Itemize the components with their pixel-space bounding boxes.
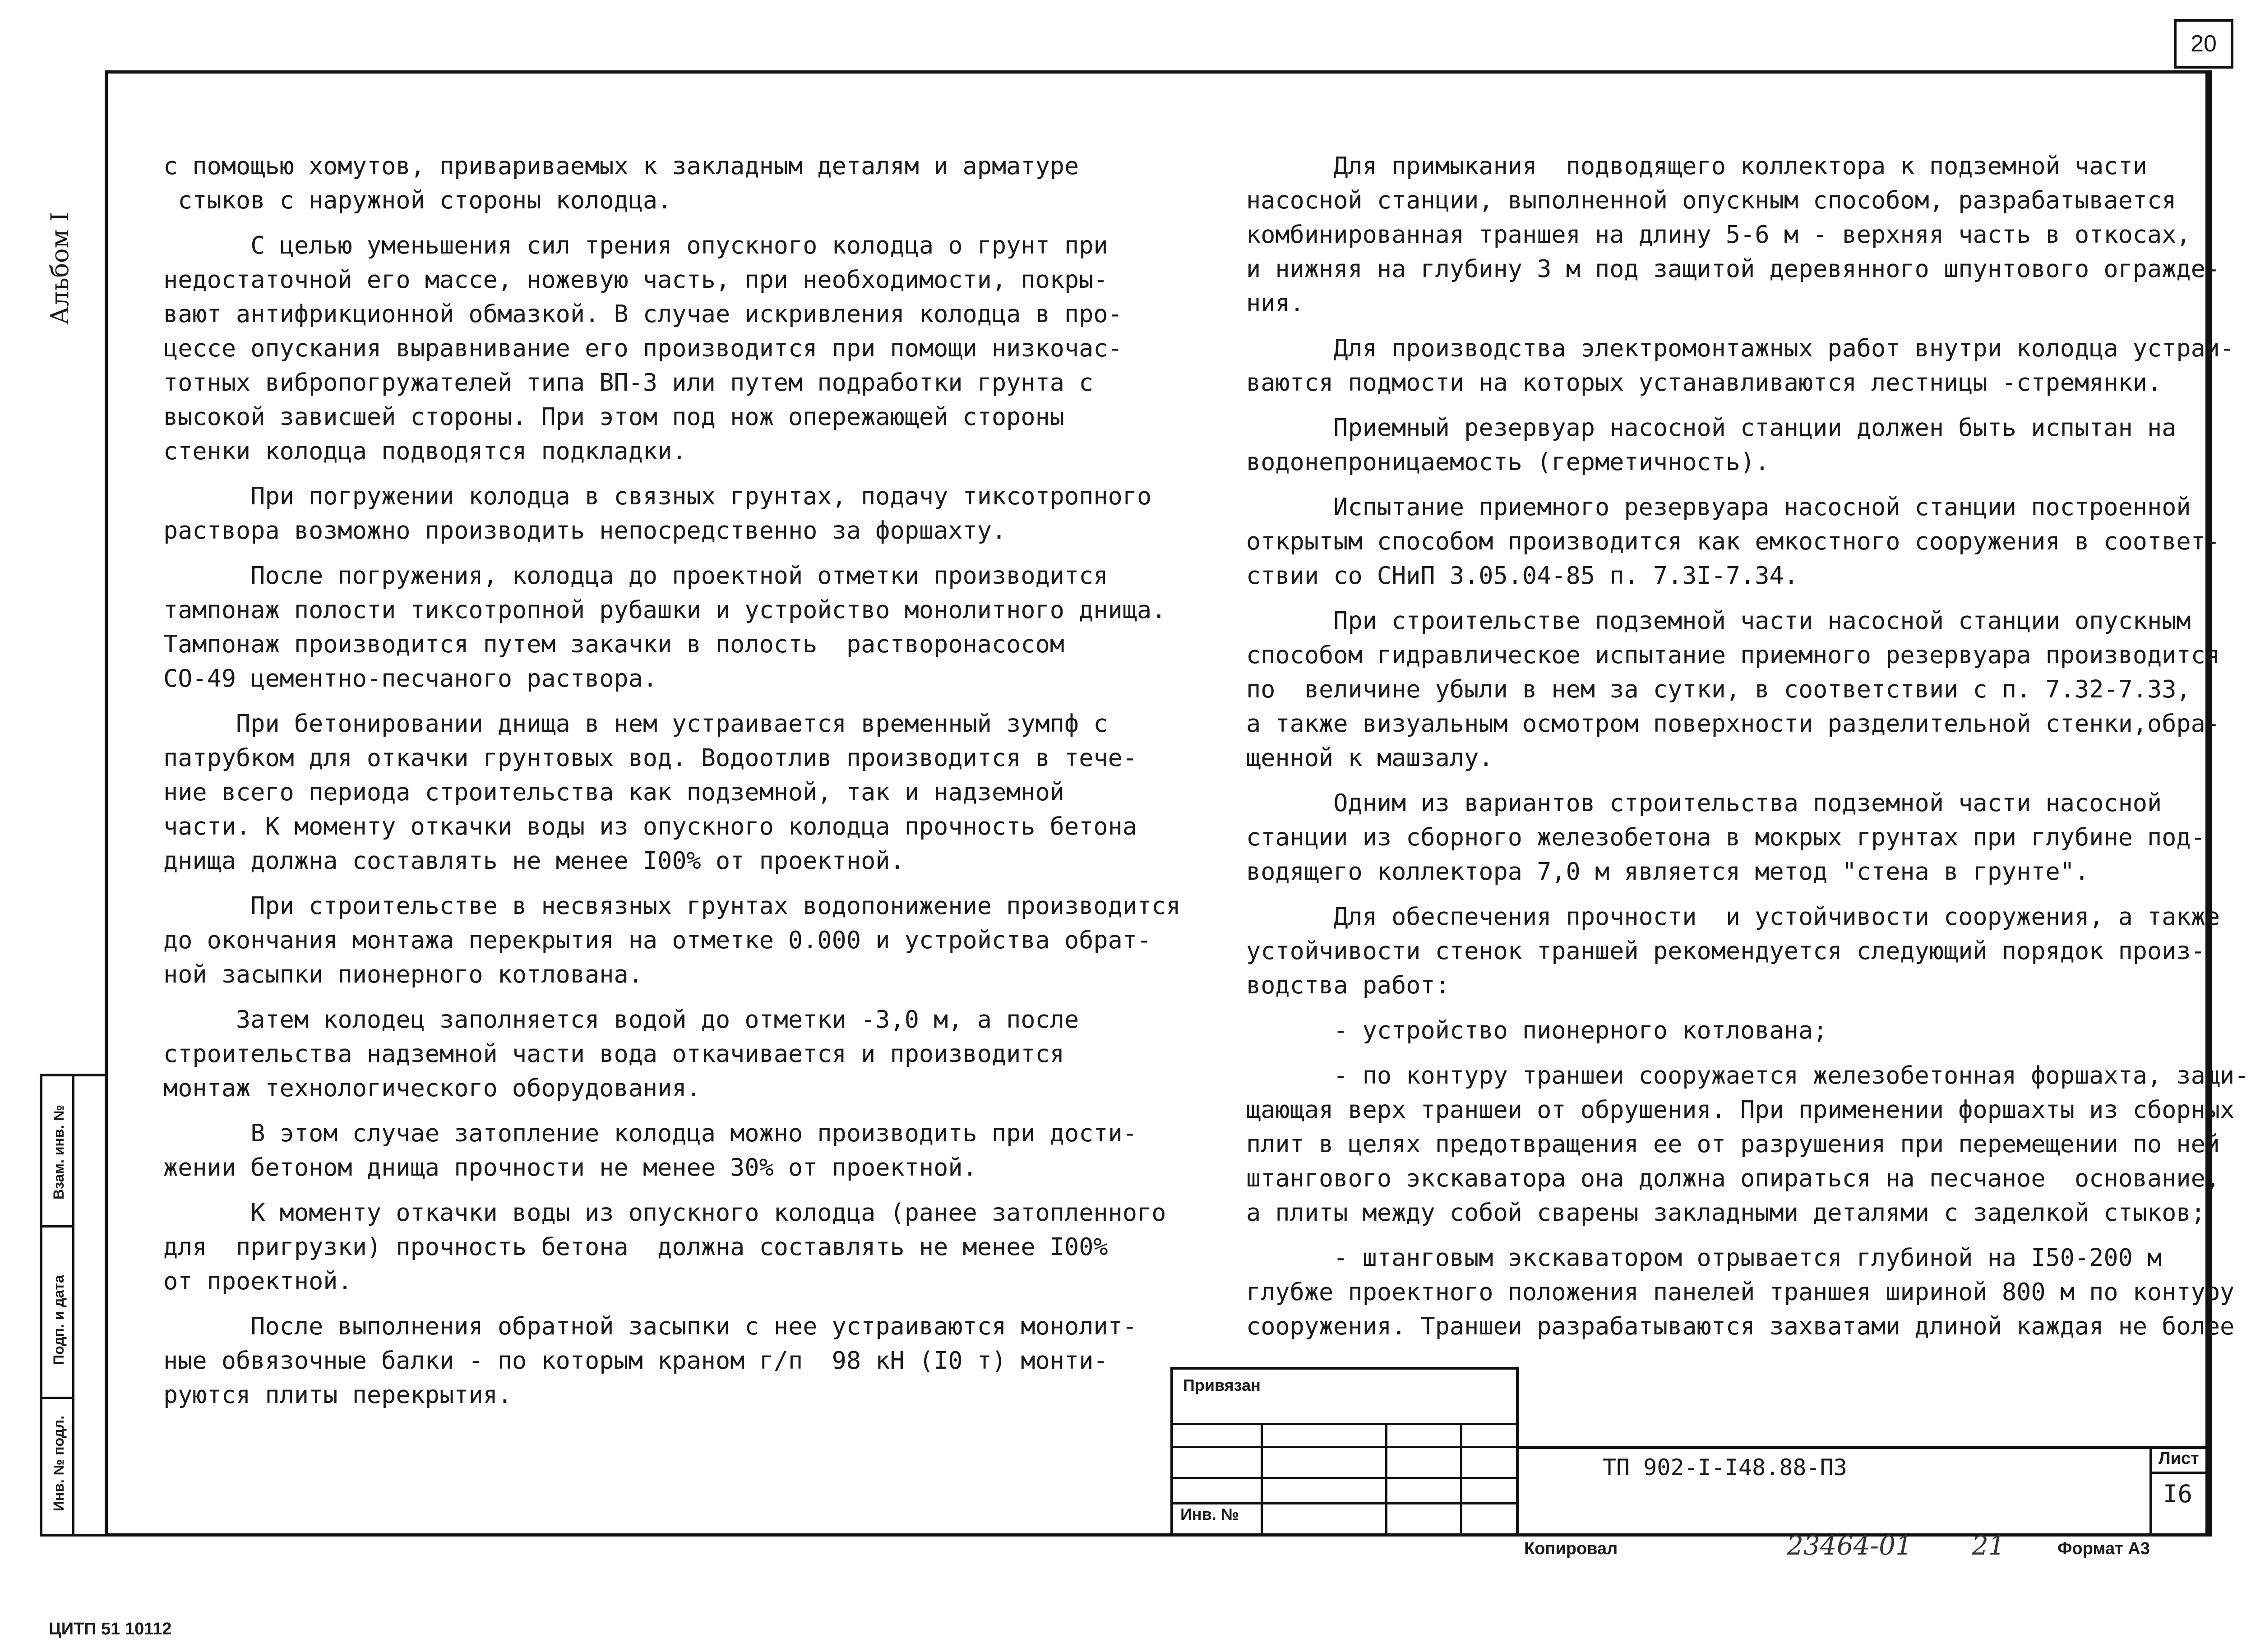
- format-label: Формат А3: [2057, 1539, 2150, 1558]
- paragraph: При строительстве в несвязных грунтах водопонижение производится до окончания монтажа перекрытия на отметке 0.000 и устройства обрат- ной засыпки пионерного котлована.: [163, 891, 1181, 988]
- side-stamp: [40, 1074, 105, 1537]
- side-stamp-row-divider: [42, 1225, 72, 1227]
- tb-line: [1518, 1446, 2212, 1449]
- left-text-column: [163, 149, 1181, 1423]
- tb-line: [1170, 1423, 1518, 1425]
- paragraph: Для примыкания подводящего коллектора к подземной части насосной станции, выполненной опускным способом, разрабатывается комбинированная траншея на длину 5-6 м - верхняя часть в откосах, и нижняя на глубину 3 м под защитой деревянного шпунтового огражде- ния.: [1246, 152, 2220, 317]
- side-stamp-divider: [72, 1076, 74, 1534]
- paragraph: Одним из вариантов строительства подземной части насосной станции из сборного железобетона в мокрых грунтах при глубине под- водящего коллектора 7,0 м является метод "стена в грунте".: [1246, 789, 2205, 886]
- kopiroval-label: Копировал: [1524, 1539, 1618, 1558]
- tb-line: [1261, 1423, 1263, 1534]
- sheet-value: I6: [2163, 1480, 2193, 1508]
- tb-line: [1170, 1446, 1518, 1448]
- paragraph: При погружении колодца в связных грунтах, подачу тиксотропного раствора возможно производить непосредственно за форшахту.: [163, 482, 1152, 545]
- paragraph: После выполнения обратной засыпки с нее устраиваются монолит- ные обвязочные балки - по которым краном г/п 98 кН (I0 т) монти- руются плиты перекрытия.: [163, 1312, 1137, 1409]
- tb-line: [1170, 1502, 1518, 1504]
- side-stamp-inv-podl: Инв. № подл.: [51, 1415, 67, 1512]
- privyazan-label: Привязан: [1183, 1376, 1261, 1394]
- print-mark: ЦИТП 51 10112: [49, 1620, 172, 1638]
- paragraph: Для обеспечения прочности и устойчивости сооружения, а также устойчивости стенок траншей рекомендуется следующий порядок произ- водства работ:: [1246, 902, 2220, 999]
- copy-page: 21: [1972, 1530, 2005, 1561]
- paragraph: К моменту откачки воды из опускного колодца (ранее затопленного для пригрузки) прочность бетона должна составлять не менее I00% от проектной.: [163, 1198, 1166, 1295]
- tb-line: [1385, 1423, 1387, 1534]
- copy-number: 23464-01: [1787, 1530, 1912, 1561]
- paragraph: Затем колодец заполняется водой до отметки -3,0 м, а после строительства надземной части вода откачивается и производится монтаж технологического оборудования.: [163, 1005, 1079, 1102]
- right-text-column: [1246, 149, 2249, 1354]
- paragraph: При бетонировании днища в нем устраивается временный зумпф с патрубком для откачки грунтовых вод. Водоотлив производится в тече- ние всего периода строительства как подземной, так и надземной части. К моменту откачки воды из опускного колодца прочность бетона днища должна составлять не менее I00% от проектной.: [163, 709, 1137, 875]
- paragraph: Для производства электромонтажных работ внутри колодца устраи- ваются подмости на которых устанавливаются лестницы -стремянки.: [1246, 334, 2235, 397]
- side-stamp-vzam-inv: Взам. инв. №: [51, 1105, 67, 1200]
- tb-line: [1516, 1367, 1519, 1534]
- side-stamp-podp-data: Подп. и дата: [51, 1275, 67, 1365]
- document-code: ТП 902-I-I48.88-ПЗ: [1603, 1454, 1847, 1481]
- paragraph: С целью уменьшения сил трения опускного колодца о грунт при недостаточной его массе, ножевую часть, при необходимости, покры- вают антифрикционной обмазкой. В случае искривления колодца в про- цессе опускания выравнивание его производится при помощи низкочас- тотных вибропогружателей типа ВП-3 или путем подработки грунта с высокой зависшей стороны. При этом под нож опережающей стороны стенки колодца подводятся подкладки.: [163, 231, 1123, 465]
- paragraph: После погружения, колодца до проектной отметки производится тампонаж полости тиксотропной рубашки и устройство монолитного днища. Тампонаж производится путем закачки в полость растворонасосом СО-49 цементно-песчаного раствора.: [163, 561, 1166, 692]
- paragraph: Испытание приемного резервуара насосной станции построенной открытым способом производится как емкостного сооружения в соответ- ствии со СНиП 3.05.04-85 п. 7.3I-7.34.: [1246, 493, 2220, 590]
- paragraph: При строительстве подземной части насосной станции опускным способом гидравлическое испытание приемного резервуара производится по величине убыли в нем за сутки, в соответствии с п. 7.32-7.33, а также визуальным осмотром поверхности разделительной стенки,обра- щенной к машзалу.: [1246, 606, 2220, 772]
- tb-line: [1460, 1423, 1462, 1534]
- title-block: [1170, 1367, 2212, 1534]
- paragraph: - по контуру траншеи сооружается железобетонная форшахта, защи- щающая верх траншеи от обрушения. При применении форшахты из сборных плит в целях предотвращения ее от разрушения при перемещении по ней штангового экскаватора она должна опираться на песчаное основание, а плиты между собой сварены закладными деталями с заделкой стыков;: [1246, 1061, 2249, 1227]
- paragraph: с помощью хомутов, привариваемых к закладным деталям и арматуре стыков с наружной стороны колодца.: [163, 152, 1079, 214]
- album-label: Альбом I: [46, 212, 74, 325]
- tb-line: [2149, 1446, 2152, 1534]
- paragraph: - устройство пионерного котлована;: [1246, 1016, 1828, 1044]
- paragraph: Приемный резервуар насосной станции должен быть испытан на водонепроницаемость (герметичность).: [1246, 413, 2177, 476]
- tb-line: [1170, 1367, 1518, 1370]
- inv-no-label: Инв. №: [1180, 1505, 1239, 1523]
- paragraph: В этом случае затопление колодца можно производить при дости- жении бетоном днища прочности не менее 30% от проектной.: [163, 1119, 1137, 1181]
- tb-line: [1170, 1477, 1518, 1479]
- paragraph: - штанговым экскаватором отрывается глубиной на I50-200 м глубже проектного положения панелей траншея шириной 800 м по контуру сооружения. Траншеи разрабатываются захватами длиной каждая не более: [1246, 1243, 2235, 1340]
- tb-line: [2149, 1472, 2212, 1474]
- tb-line: [1170, 1367, 1173, 1534]
- sheet-number-box: [2174, 19, 2233, 69]
- sheet-label: Лист: [2159, 1449, 2199, 1468]
- sheet-number: 20: [2191, 31, 2217, 57]
